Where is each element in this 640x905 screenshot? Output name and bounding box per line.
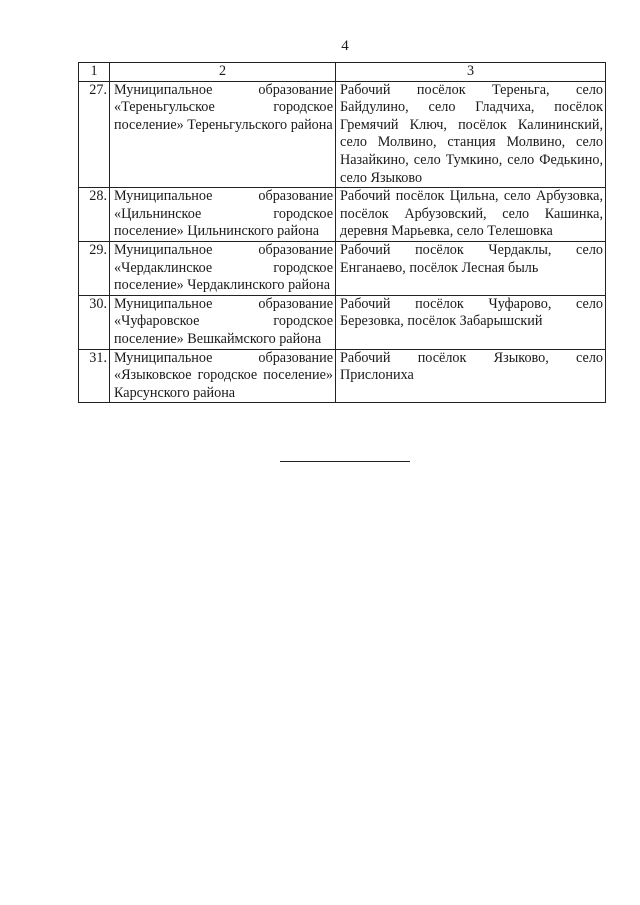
table-row [79, 188, 606, 242]
row-number: 30. [79, 295, 110, 349]
settlements-table [78, 62, 606, 403]
table-body [79, 81, 606, 403]
row-number: 29. [79, 241, 110, 295]
row-number: 27. [79, 81, 110, 188]
column-header-2: 2 [110, 63, 336, 82]
row-number: 28. [79, 188, 110, 242]
settlements-cell: Рабочий посёлок Тереньга, село Байдулино, село Гладчиха, посёлок Гремячий Ключ, посёлок Калининский, село Молвино, станция Молвино, село Назайкино, село Тумкино, село Федькино, село Языково [336, 81, 606, 188]
municipal-entity-cell: Муниципальное образование «Цильнинское городское поселение» Цильнинского района [110, 188, 336, 242]
closing-divider-line [280, 461, 410, 462]
table-row [79, 81, 606, 188]
column-header-3: 3 [336, 63, 606, 82]
table-row [79, 241, 606, 295]
page-number: 4 [341, 38, 349, 54]
settlements-cell: Рабочий посёлок Чердаклы, село Енганаево, посёлок Лесная быль [336, 241, 606, 295]
settlements-cell: Рабочий посёлок Чуфарово, село Березовка, посёлок Забарышский [336, 295, 606, 349]
row-number: 31. [79, 349, 110, 403]
municipal-entity-cell: Муниципальное образование «Тереньгульское городское поселение» Тереньгульского района [110, 81, 336, 188]
table-row [79, 349, 606, 403]
municipal-entity-cell: Муниципальное образование «Чуфаровское городское поселение» Вешкаймского района [110, 295, 336, 349]
municipal-entity-cell: Муниципальное образование «Чердаклинское городское поселение» Чердаклинского района [110, 241, 336, 295]
table-header-row [79, 63, 606, 82]
table-row [79, 295, 606, 349]
settlements-cell: Рабочий посёлок Языково, село Прислониха [336, 349, 606, 403]
settlements-cell: Рабочий посёлок Цильна, село Арбузовка, посёлок Арбузовский, село Кашинка, деревня Марьевка, село Телешовка [336, 188, 606, 242]
municipal-entity-cell: Муниципальное образование «Языковское городское поселение» Карсунского района [110, 349, 336, 403]
column-header-1: 1 [79, 63, 110, 82]
table-header [79, 63, 606, 82]
